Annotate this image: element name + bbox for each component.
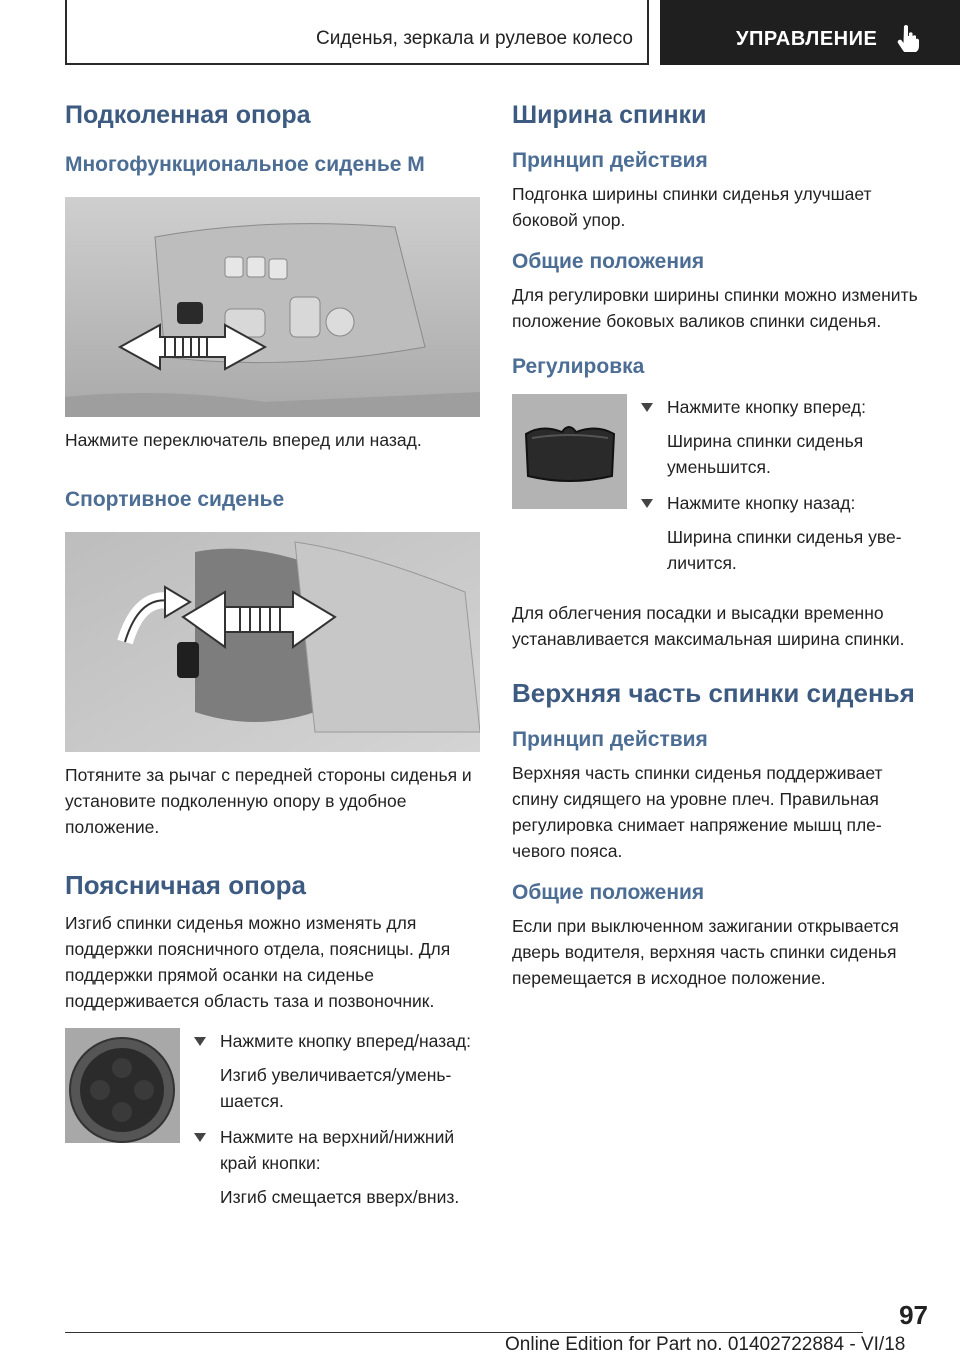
right-column — [512, 100, 927, 991]
multifunction-seat-subtitle: Многофункциональное сиденье M — [65, 153, 425, 176]
triangle-bullet-icon — [194, 1133, 206, 1142]
multifunction-seat-instruction: Нажмите переключатель вперед или назад. — [65, 430, 422, 451]
general-text: Для регулировки ширины спинки можно изменить положение боковых валиков спинки сиденья. — [512, 285, 918, 332]
width-button-photo — [512, 394, 627, 509]
footer-divider — [65, 1332, 863, 1333]
triangle-bullet-icon — [641, 403, 653, 412]
sport-seat-lever-photo — [65, 532, 480, 752]
width-step-2: Нажмите кнопку назад: — [641, 490, 927, 516]
upper-backrest-title: Верхняя часть спинки сиденья — [512, 677, 915, 708]
width-step-1-result: Ширина спинки сиденья уменьшится. — [667, 430, 864, 477]
header-breadcrumb-tab — [65, 0, 649, 65]
header-section-tab — [660, 0, 960, 65]
width-step-1: Нажмите кнопку вперед: — [641, 394, 927, 420]
width-step-2-result: Ширина спинки сиденья увеличится. — [667, 526, 902, 573]
lumbar-steps-block — [65, 1028, 480, 1220]
width-steps-block — [512, 394, 927, 586]
page-number: 97 — [899, 1300, 928, 1330]
upper-principle-text: Верхняя часть спинки сиденья поддерживает спину сидящего на уровне плеч. Правильная регулировка снимает напряжение мышц плечевого пояса. — [512, 762, 883, 861]
seat-switch-photo — [65, 197, 480, 417]
backrest-width-title: Ширина спинки — [512, 101, 707, 129]
lumbar-button-photo — [65, 1028, 180, 1143]
triangle-bullet-icon — [641, 499, 653, 508]
section-title: УПРАВЛЕНИЕ — [736, 28, 878, 50]
edition-footer: Online Edition for Part no. 01402722884 - VI/18 — [505, 1334, 906, 1355]
principle-subtitle: Принцип действия — [512, 149, 708, 172]
triangle-bullet-icon — [194, 1037, 206, 1046]
lumbar-step-1: Нажмите кнопку вперед/назад: — [194, 1028, 480, 1054]
lumbar-step-2-result: Изгиб смещается вверх/вниз. — [220, 1186, 460, 1207]
upper-principle-subtitle: Принцип действия — [512, 727, 708, 751]
breadcrumb: Сиденья, зеркала и рулевое колесо — [316, 28, 633, 49]
adjust-subtitle: Регулировка — [512, 355, 645, 379]
knee-support-title: Подколенная опора — [65, 101, 311, 129]
lumbar-step-1-result: Изгиб увеличивается/уменьшается. — [220, 1064, 452, 1111]
pointing-hand-icon — [896, 24, 920, 52]
sport-seat-subtitle: Спортивное сиденье — [65, 488, 285, 512]
lumbar-step-2: Нажмите на верхний/нижний край кнопки: — [194, 1124, 480, 1176]
left-column — [65, 100, 480, 1220]
upper-general-subtitle: Общие положения — [512, 880, 705, 904]
lumbar-support-text: Изгиб спинки сиденья можно изменять для поддержки поясничного отдела, поясницы. Для поддержки прямой осанки на сиденье поддерживается область таза и позвоночник. — [65, 912, 451, 1011]
lumbar-support-title: Поясничная опора — [65, 870, 307, 901]
principle-text: Подгонка ширины спинки сиденья улучшает боковой упор. — [512, 184, 872, 231]
general-subtitle: Общие положения — [512, 250, 705, 274]
sport-seat-instruction: Потяните за рычаг с передней стороны сиденья и установите подколенную опору в удобное положение. — [65, 765, 472, 838]
upper-general-text: Если при выключенном зажигании открывается дверь водителя, верхняя часть спинки сиденья перемещается в исходное положение. — [512, 916, 899, 989]
max-width-note: Для облегчения посадки и высадки временно устанавливается максимальная ширина спинки. — [512, 602, 905, 649]
